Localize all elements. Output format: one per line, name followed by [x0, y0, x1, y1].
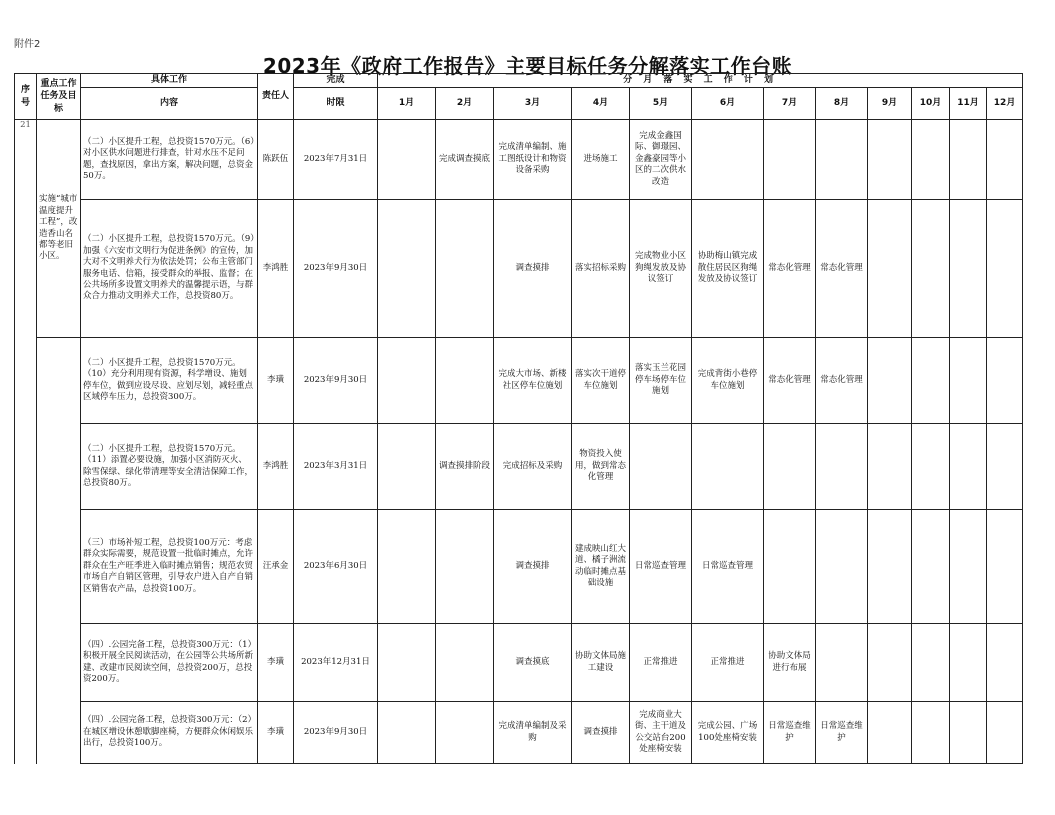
month-10-cell	[912, 338, 950, 424]
month-12-cell	[987, 424, 1023, 510]
month-4-cell: 进场施工	[572, 120, 630, 200]
month-4-cell: 建成映山红大道、橘子洲流动临时摊点基础设施	[572, 510, 630, 624]
month-2-cell	[436, 510, 494, 624]
month-3-cell: 完成大市场、新楼社区停车位施划	[494, 338, 572, 424]
annex-label: 附件2	[14, 39, 41, 50]
month-4-cell: 协助文体局施工建设	[572, 624, 630, 702]
month-1-cell	[378, 702, 436, 764]
month-6-cell: 完成背街小巷停车位施划	[692, 338, 764, 424]
deadline-cell: 2023年6月30日	[294, 510, 378, 624]
month-3-cell: 完成清单编制、施工图纸设计和物资设备采购	[494, 120, 572, 200]
responsible-cell: 陈跃伍	[258, 120, 294, 200]
month-3-cell: 调查摸排	[494, 200, 572, 338]
content-cell: （四）.公园完备工程，总投资300万元：（2）在城区增设休憩歇脚座椅，方便群众休闲娱乐出行，总投资100万。	[81, 702, 258, 764]
table-row	[15, 624, 1023, 702]
content-cell: （二）小区提升工程，总投资1570万元。（10）充分利用现有资源，科学增设、施划停车位，做到应设尽设、应划尽划，减轻重点区域停车压力，总投资300万。	[81, 338, 258, 424]
header-month-6: 6月	[692, 88, 764, 120]
deadline-cell: 2023年9月30日	[294, 200, 378, 338]
month-11-cell	[950, 120, 987, 200]
header-done-group: 完成	[294, 74, 378, 88]
deadline-cell: 2023年9月30日	[294, 338, 378, 424]
table-row	[15, 200, 1023, 338]
month-2-cell: 调查摸排阶段	[436, 424, 494, 510]
month-8-cell	[816, 424, 868, 510]
month-9-cell	[868, 424, 912, 510]
month-12-cell	[987, 200, 1023, 338]
responsible-cell: 李鸿胜	[258, 424, 294, 510]
month-2-cell: 完成调查摸底	[436, 120, 494, 200]
month-12-cell	[987, 510, 1023, 624]
responsible-cell: 李鸿胜	[258, 200, 294, 338]
month-2-cell	[436, 200, 494, 338]
header-seq: 序号	[15, 74, 37, 120]
month-11-cell	[950, 624, 987, 702]
month-11-cell	[950, 338, 987, 424]
responsible-cell: 李璜	[258, 624, 294, 702]
responsible-cell: 李璜	[258, 338, 294, 424]
month-11-cell	[950, 200, 987, 338]
month-9-cell	[868, 200, 912, 338]
table-row	[15, 338, 1023, 424]
month-10-cell	[912, 120, 950, 200]
key-task-cell-continued	[37, 338, 81, 764]
header-month-9: 9月	[868, 88, 912, 120]
responsible-cell: 李璜	[258, 702, 294, 764]
header-plan-group: 分 月 落 实 工 作 计 划	[378, 74, 1023, 88]
month-8-cell: 常态化管理	[816, 200, 868, 338]
month-6-cell: 完成公园、广场100处座椅安装	[692, 702, 764, 764]
month-7-cell	[764, 510, 816, 624]
header-month-12: 12月	[987, 88, 1023, 120]
content-cell: （三）市场补短工程，总投资100万元：考虑群众实际需要，规范设置一批临时摊点，允许群众在生产旺季进入临时摊点销售；规范农贸市场自产自销区管理，引导农户进入自产自销区销售农产品，总投资100万。	[81, 510, 258, 624]
month-1-cell	[378, 424, 436, 510]
header-key-task: 重点工作任务及目标	[37, 74, 81, 120]
month-7-cell	[764, 424, 816, 510]
month-6-cell: 正常推进	[692, 624, 764, 702]
document-title: 2023年《政府工作报告》主要目标任务分解落实工作台账	[262, 54, 793, 78]
month-12-cell	[987, 120, 1023, 200]
deadline-cell: 2023年7月31日	[294, 120, 378, 200]
month-5-cell: 正常推进	[630, 624, 692, 702]
deadline-cell: 2023年3月31日	[294, 424, 378, 510]
month-6-cell: 日常巡查管理	[692, 510, 764, 624]
content-cell: （四）.公园完备工程，总投资300万元：（1）积极开展全民阅读活动，在公园等公共场所新建、改建市民阅读空间，总投资200万，总投资200万。	[81, 624, 258, 702]
month-11-cell	[950, 510, 987, 624]
month-10-cell	[912, 510, 950, 624]
task-ledger-table	[14, 73, 1023, 764]
month-6-cell: 协助梅山镇完成散住居民区狗绳发放及协议签订	[692, 200, 764, 338]
month-9-cell	[868, 702, 912, 764]
month-3-cell: 完成清单编制及采购	[494, 702, 572, 764]
header-month-1: 1月	[378, 88, 436, 120]
month-9-cell	[868, 120, 912, 200]
month-5-cell: 日常巡查管理	[630, 510, 692, 624]
header-month-7: 7月	[764, 88, 816, 120]
month-8-cell	[816, 120, 868, 200]
content-cell: （二）小区提升工程，总投资1570万元。（6）对小区供水问题进行排查，针对水压不足问题，查找原因，拿出方案，解决问题，总资金50万。	[81, 120, 258, 200]
month-11-cell	[950, 702, 987, 764]
month-4-cell: 落实招标采购	[572, 200, 630, 338]
month-8-cell: 日常巡查维护	[816, 702, 868, 764]
month-8-cell	[816, 510, 868, 624]
month-1-cell	[378, 624, 436, 702]
key-task-cell: 实施“城市温度提升工程”，改造香山名都等老旧小区。	[37, 120, 81, 338]
month-10-cell	[912, 624, 950, 702]
month-9-cell	[868, 338, 912, 424]
month-5-cell	[630, 424, 692, 510]
header-month-3: 3月	[494, 88, 572, 120]
content-cell: （二）小区提升工程，总投资1570万元。（11）添置必要设施，加强小区消防灭火、除雪保绿、绿化带清理等安全清洁保障工作，总投资80万。	[81, 424, 258, 510]
month-7-cell: 协助文体局进行布展	[764, 624, 816, 702]
header-content: 内容	[81, 88, 258, 120]
month-5-cell: 完成商业大街、主干道及公交站台200处座椅安装	[630, 702, 692, 764]
month-4-cell: 物资投入使用，做到常态化管理	[572, 424, 630, 510]
month-7-cell: 常态化管理	[764, 338, 816, 424]
table-row	[15, 120, 1023, 200]
responsible-cell: 汪承金	[258, 510, 294, 624]
month-4-cell: 调查摸排	[572, 702, 630, 764]
header-work-group: 具体工作	[81, 74, 258, 88]
header-responsible: 责任人	[258, 74, 294, 120]
month-2-cell	[436, 702, 494, 764]
month-5-cell: 完成物业小区狗绳发放及协议签订	[630, 200, 692, 338]
content-cell: （二）小区提升工程，总投资1570万元。（9）加强《六安市文明行为促进条例》的宣传，加大对不文明养犬行为依法处罚；公布主管部门服务电话、信箱，接受群众的举报、监督；在公共场所多设置文明养犬的温馨提示语，与群众合力推动文明养犬工作，总投资80万。	[81, 200, 258, 338]
month-7-cell: 常态化管理	[764, 200, 816, 338]
month-7-cell: 日常巡查维护	[764, 702, 816, 764]
deadline-cell: 2023年12月31日	[294, 624, 378, 702]
month-3-cell: 完成招标及采购	[494, 424, 572, 510]
header-deadline: 时限	[294, 88, 378, 120]
month-7-cell	[764, 120, 816, 200]
month-2-cell	[436, 338, 494, 424]
month-8-cell	[816, 624, 868, 702]
table-row	[15, 510, 1023, 624]
month-12-cell	[987, 702, 1023, 764]
month-8-cell: 常态化管理	[816, 338, 868, 424]
month-12-cell	[987, 338, 1023, 424]
month-6-cell	[692, 424, 764, 510]
month-10-cell	[912, 200, 950, 338]
seq-cell: 21	[15, 120, 37, 764]
month-10-cell	[912, 702, 950, 764]
month-11-cell	[950, 424, 987, 510]
deadline-cell: 2023年9月30日	[294, 702, 378, 764]
table-row	[15, 702, 1023, 764]
month-1-cell	[378, 510, 436, 624]
header-month-10: 10月	[912, 88, 950, 120]
header-month-11: 11月	[950, 88, 987, 120]
month-1-cell	[378, 200, 436, 338]
month-4-cell: 落实次干道停车位施划	[572, 338, 630, 424]
month-5-cell: 完成金鑫国际、御璟园、金鑫豪园等小区的二次供水改造	[630, 120, 692, 200]
header-month-2: 2月	[436, 88, 494, 120]
table-row	[15, 424, 1023, 510]
month-3-cell: 调查摸排	[494, 510, 572, 624]
month-1-cell	[378, 338, 436, 424]
month-9-cell	[868, 624, 912, 702]
month-6-cell	[692, 120, 764, 200]
header-month-8: 8月	[816, 88, 868, 120]
month-3-cell: 调查摸底	[494, 624, 572, 702]
month-1-cell	[378, 120, 436, 200]
month-10-cell	[912, 424, 950, 510]
month-5-cell: 落实玉兰花园停车场停车位施划	[630, 338, 692, 424]
header-month-4: 4月	[572, 88, 630, 120]
month-12-cell	[987, 624, 1023, 702]
month-2-cell	[436, 624, 494, 702]
header-month-5: 5月	[630, 88, 692, 120]
month-9-cell	[868, 510, 912, 624]
